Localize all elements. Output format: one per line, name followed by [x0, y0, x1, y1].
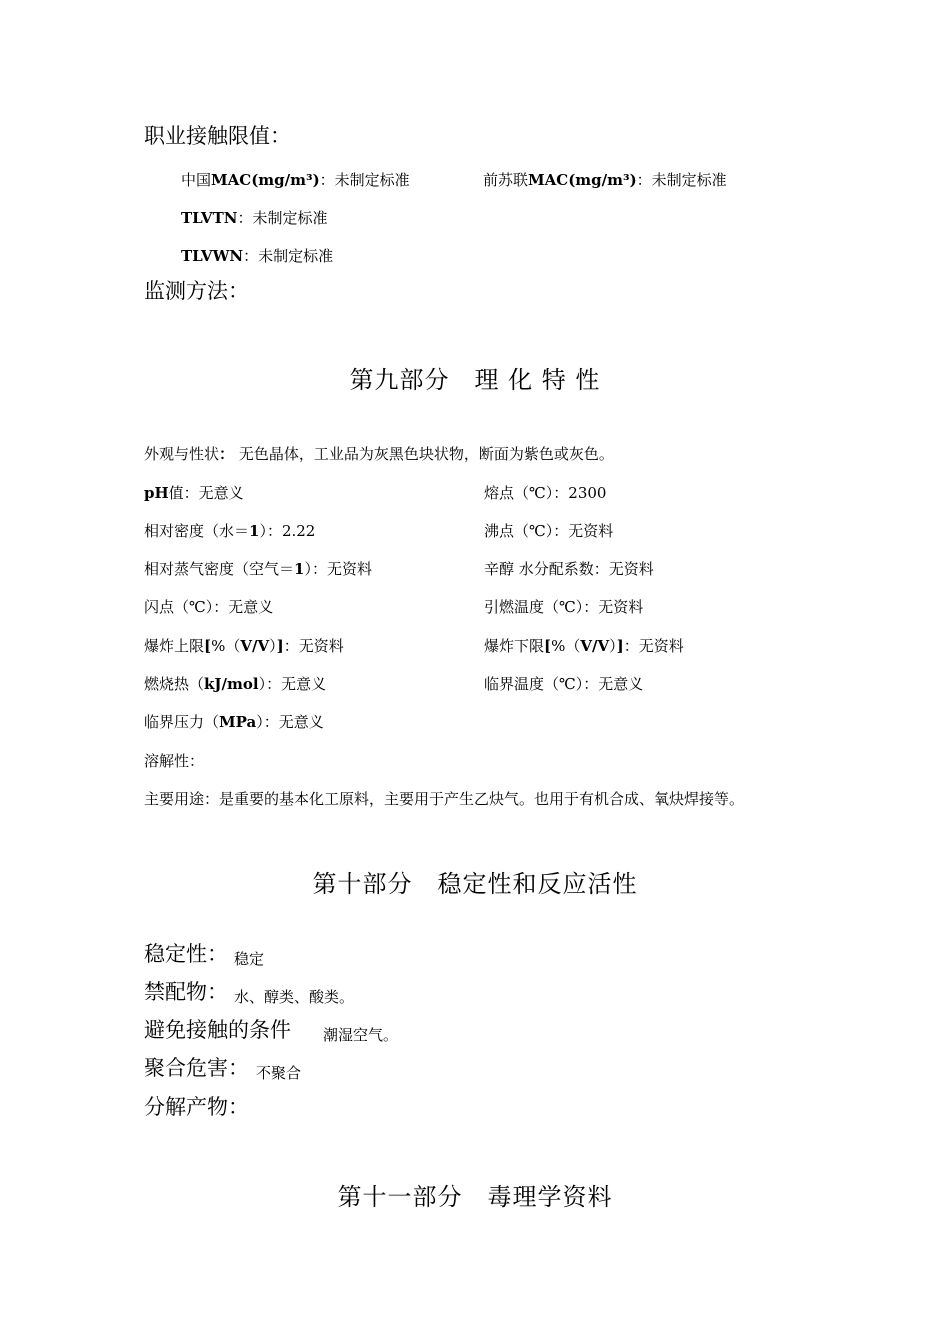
incompatible-label: 禁配物： [144, 980, 228, 1004]
polymerization-value: 不聚合 [256, 1064, 302, 1082]
section9-heading: 第九部分 理 化 特 性 [349, 366, 601, 394]
monitoring-label: 监测方法： [144, 279, 249, 303]
melting-point: 熔点（℃）：2300 [484, 484, 607, 502]
tlvtn: TLVTN：未制定标准 [181, 209, 328, 227]
vapor-density: 相对蒸气密度（空气＝1）：无资料 [144, 560, 372, 578]
incompatible-value: 水、醇类、酸类。 [234, 988, 355, 1006]
appearance: 外观与性状： 无色晶体，工业品为灰黑色块状物，断面为紫色或灰色。 [144, 445, 614, 463]
ph-value: pH值：无意义 [144, 484, 244, 502]
section10-heading: 第十部分 稳定性和反应活性 [312, 870, 638, 898]
flash-point: 闪点（℃）：无意义 [144, 598, 274, 616]
china-mac: 中国MAC(mg/m³)：未制定标准 [181, 171, 410, 189]
main-uses: 主要用途：是重要的基本化工原料，主要用于产生乙炔气。也用于有机合成、氧炔焊接等。 [144, 790, 745, 808]
avoid-conditions-value: 潮湿空气。 [323, 1026, 399, 1044]
upper-explosive-limit: 爆炸上限[%（V/V）]：无资料 [144, 637, 344, 655]
section11-heading: 第十一部分 毒理学资料 [337, 1183, 613, 1211]
boiling-point: 沸点（℃）：无资料 [484, 522, 614, 540]
partition-coefficient: 辛醇 水分配系数：无资料 [484, 560, 654, 578]
ussr-mac: 前苏联MAC(mg/m³)：未制定标准 [483, 171, 727, 189]
critical-temperature: 临界温度（℃）：无意义 [484, 675, 644, 693]
heat-of-combustion: 燃烧热（kJ/mol）：无意义 [144, 675, 327, 693]
decomposition-label: 分解产物： [144, 1095, 249, 1119]
tlvwn: TLVWN：未制定标准 [181, 247, 334, 265]
stability-label: 稳定性： [144, 942, 228, 966]
exposure-title: 职业接触限值： [144, 124, 291, 148]
solubility: 溶解性： [144, 752, 205, 770]
relative-density: 相对密度（水＝1）：2.22 [144, 522, 316, 540]
stability-value: 稳定 [234, 950, 265, 968]
lower-explosive-limit: 爆炸下限[%（V/V）]：无资料 [484, 637, 684, 655]
critical-pressure: 临界压力（MPa）：无意义 [144, 713, 324, 731]
ignition-temp: 引燃温度（℃）：无资料 [484, 598, 644, 616]
avoid-conditions-label: 避免接触的条件 [144, 1018, 291, 1042]
polymerization-label: 聚合危害： [144, 1056, 249, 1080]
